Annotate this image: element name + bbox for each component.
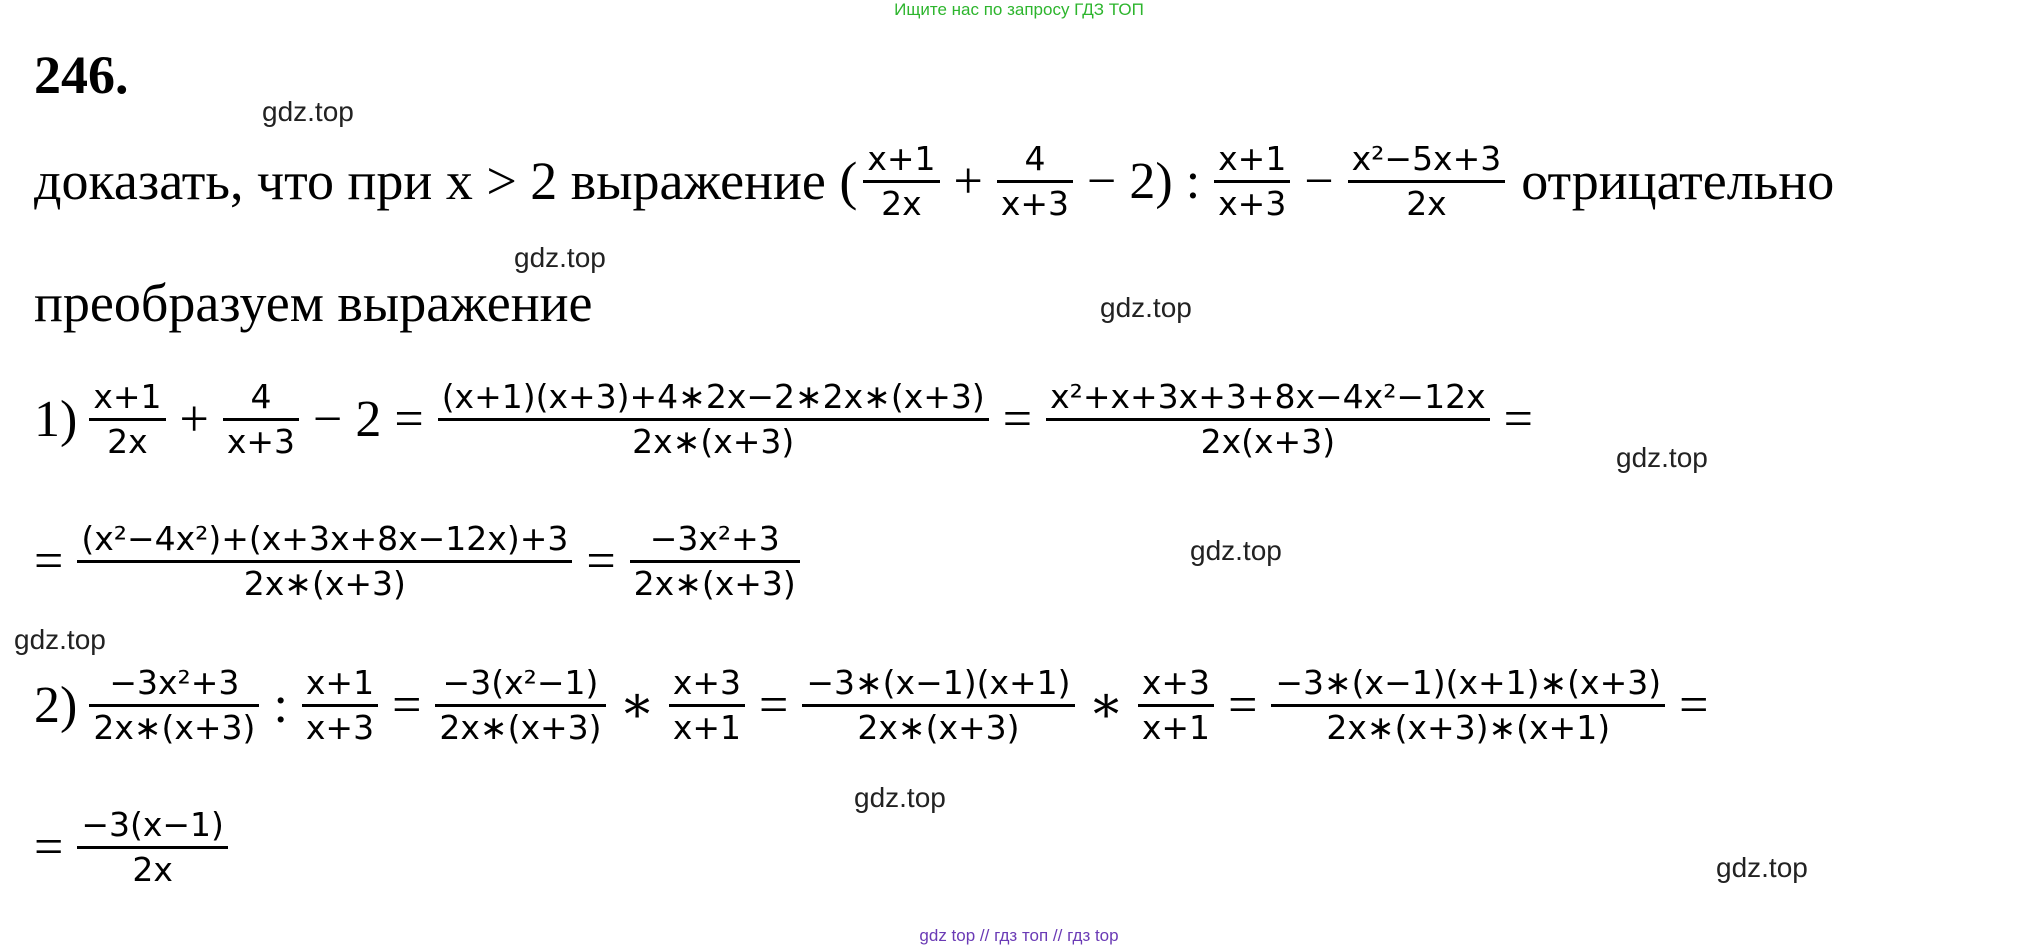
- numerator: −3(x−1): [81, 805, 224, 844]
- numerator: x+3: [1141, 663, 1211, 702]
- watermark: gdz.top: [1616, 442, 1708, 473]
- denominator: 2x∗(x+3): [93, 707, 256, 747]
- fraction: [438, 378, 989, 461]
- fraction-bar: [223, 418, 299, 421]
- subtitle: преобразуем выражение: [34, 273, 593, 333]
- numerator: −3∗(x−1)(x+1)∗(x+3): [1275, 663, 1662, 702]
- fraction: [89, 664, 259, 747]
- numerator: x+1: [305, 663, 375, 702]
- operator: =: [1002, 390, 1033, 448]
- fraction-bar: [438, 418, 989, 421]
- fraction-bar: [77, 560, 572, 563]
- operator: =: [1679, 676, 1709, 734]
- problem-statement: [34, 140, 1834, 223]
- operator: ∗: [1088, 677, 1124, 735]
- operator: :: [273, 676, 288, 734]
- watermark: gdz.top: [1190, 535, 1282, 566]
- denominator: 2x: [881, 183, 922, 223]
- operator: =: [1503, 390, 1533, 448]
- denominator: 2x∗(x+3)∗(x+1): [1326, 707, 1611, 747]
- denominator: 2x: [132, 849, 173, 889]
- numerator: x+1: [93, 377, 162, 416]
- watermark: gdz.top: [262, 96, 354, 127]
- watermark: gdz.top: [1100, 292, 1192, 323]
- fraction-bar: [1046, 418, 1490, 421]
- operator: =: [586, 532, 616, 590]
- denominator: 2x: [1406, 183, 1447, 223]
- step-2: [34, 664, 1716, 747]
- denominator: x+3: [226, 421, 296, 461]
- top-banner: Ищите нас по запросу ГДЗ ТОП: [894, 0, 1144, 19]
- fraction: [1214, 140, 1290, 223]
- numerator: (x²−4x²)+(x+3x+8x−12x)+3: [81, 519, 569, 558]
- problem-number: 246.: [34, 45, 129, 105]
- denominator: x+3: [1218, 183, 1287, 223]
- step-label: 2): [34, 676, 78, 734]
- fraction-bar: [77, 846, 228, 849]
- watermark: gdz.top: [854, 782, 946, 813]
- fraction-bar: [435, 704, 605, 707]
- watermark: gdz.top: [514, 242, 606, 273]
- operator: +: [179, 390, 209, 448]
- numerator: −3∗(x−1)(x+1): [806, 663, 1071, 702]
- fraction: [77, 806, 228, 889]
- fraction: [223, 378, 299, 461]
- fraction: [630, 520, 800, 603]
- numerator: −3x²+3: [109, 663, 240, 702]
- denominator: 2x∗(x+3): [632, 421, 795, 461]
- operator: −: [1304, 152, 1334, 210]
- fraction: [77, 520, 572, 603]
- operator: =: [392, 676, 422, 734]
- step-2-continued: [34, 806, 234, 889]
- fraction-bar: [1348, 180, 1506, 183]
- fraction: [89, 378, 165, 461]
- numerator: x+1: [1218, 139, 1287, 178]
- fraction-bar: [89, 704, 259, 707]
- operator: ∗: [619, 677, 655, 735]
- fraction: [997, 140, 1073, 223]
- operator: =: [34, 818, 64, 876]
- fraction: [669, 664, 745, 747]
- denominator: 2x: [107, 421, 148, 461]
- operator: =: [759, 676, 789, 734]
- fraction-bar: [1214, 180, 1290, 183]
- denominator: 2x∗(x+3): [439, 707, 602, 747]
- fraction-bar: [630, 560, 800, 563]
- operator: +: [953, 152, 983, 210]
- fraction-bar: [802, 704, 1074, 707]
- numerator: x+1: [867, 139, 936, 178]
- statement-suffix: отрицательно: [1521, 151, 1835, 212]
- fraction: [302, 664, 378, 747]
- fraction: [1046, 378, 1490, 461]
- numerator: x+3: [672, 663, 742, 702]
- fraction-bar: [89, 418, 165, 421]
- denominator: x+1: [672, 707, 742, 747]
- operator: =: [1228, 676, 1258, 734]
- numerator: (x+1)(x+3)+4∗2x−2∗2x∗(x+3): [441, 377, 985, 416]
- operator: =: [34, 532, 64, 590]
- denominator: x+3: [305, 707, 375, 747]
- operator: − 2) :: [1087, 152, 1201, 210]
- numerator: 4: [1024, 139, 1046, 178]
- fraction-bar: [669, 704, 745, 707]
- numerator: x²−5x+3: [1351, 139, 1502, 178]
- denominator: 2x(x+3): [1200, 421, 1336, 461]
- fraction: [1348, 140, 1506, 223]
- denominator: x+1: [1141, 707, 1211, 747]
- denominator: 2x∗(x+3): [243, 563, 406, 603]
- fraction-bar: [997, 180, 1073, 183]
- denominator: 2x∗(x+3): [857, 707, 1020, 747]
- fraction-bar: [863, 180, 939, 183]
- denominator: 2x∗(x+3): [633, 563, 796, 603]
- numerator: 4: [250, 377, 272, 416]
- step-label: 1): [34, 390, 78, 448]
- numerator: −3(x²−1): [442, 663, 599, 702]
- numerator: −3x²+3: [649, 519, 780, 558]
- denominator: x+3: [1000, 183, 1070, 223]
- fraction-bar: [1138, 704, 1214, 707]
- footer-links[interactable]: gdz top // гдз топ // гдз top: [919, 926, 1119, 945]
- watermark: gdz.top: [1716, 852, 1808, 883]
- step-1: [34, 378, 1541, 461]
- fraction: [1271, 664, 1665, 747]
- operator: − 2 =: [313, 390, 424, 448]
- fraction: [863, 140, 939, 223]
- numerator: x²+x+3x+3+8x−4x²−12x: [1050, 377, 1486, 416]
- fraction: [435, 664, 605, 747]
- fraction-bar: [302, 704, 378, 707]
- step-1-continued: [34, 520, 806, 603]
- statement-prefix: доказать, что при x > 2 выражение (: [34, 151, 858, 212]
- fraction: [1138, 664, 1214, 747]
- watermark: gdz.top: [14, 624, 106, 655]
- fraction: [802, 664, 1074, 747]
- fraction-bar: [1271, 704, 1665, 707]
